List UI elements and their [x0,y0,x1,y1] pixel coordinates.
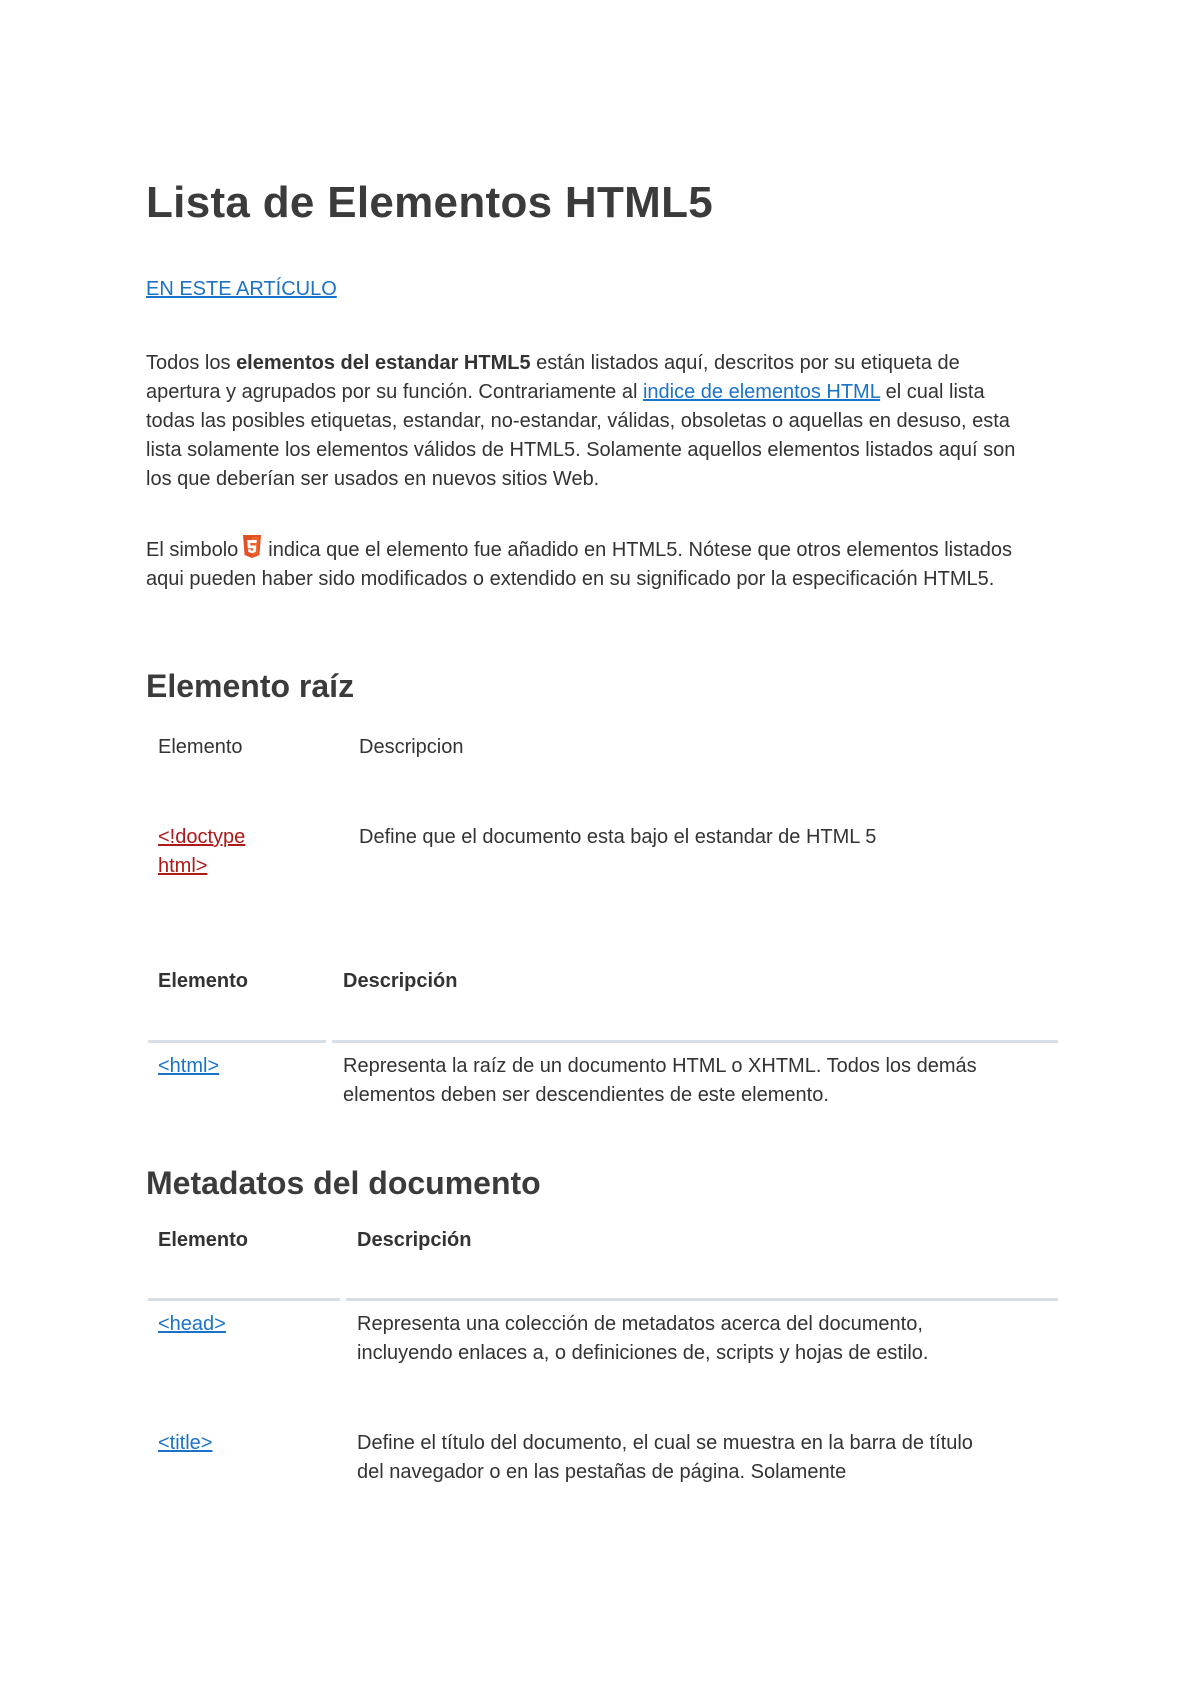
table3-header-description: Descripción [357,1229,472,1251]
table2-header-rule-left [148,1040,326,1043]
table3-header-rule-left [148,1298,340,1301]
table2-row-element [158,1052,219,1081]
toc-link[interactable]: EN ESTE ARTÍCULO [146,278,337,300]
table-row [158,1429,212,1458]
table2-header-rule-right [332,1040,1058,1043]
table2-row-description: Representa la raíz de un documento HTML o XHTML. Todos los demás elementos deben ser descendientes de este elemento. [343,1055,977,1106]
head-element-link[interactable]: <head> [158,1313,226,1335]
intro-paragraph [146,349,1026,494]
symbol-text-end: indica que el elemento fue añadido en HTML5. Nótese que otros elementos listados aqui pueden haber sido modificados o extendido en su significado por la especificación HTML5. [146,539,1013,590]
table1-row-description: Define que el documento esta bajo el estandar de HTML 5 [359,826,877,848]
table-row-description: Representa una colección de metadatos acerca del documento, incluyendo enlaces a, o definiciones de, scripts y hojas de estilo. [357,1313,929,1364]
section-heading-metadata: Metadatos del documento [146,1165,541,1201]
intro-text-start: Todos los [146,352,237,374]
table1-header-element: Elemento [158,736,243,758]
table2-header-element: Elemento [158,970,249,992]
table1-row-element [158,823,288,881]
intro-bold: elementos del estandar HTML5 [236,352,531,374]
page-title: Lista de Elementos HTML5 [146,178,714,227]
intro-text-end: el cual lista todas las posibles etiquetas, estandar, no-estandar, válidas, obsoletas o aquellas en desuso, esta lista solamente los elementos válidos de HTML5. Solamente aquellos elementos listados aquí son los que deberían ser usados en nuevos sitios Web. [146,381,1016,490]
doctype-link[interactable]: <!doctype html> [158,826,246,877]
html-element-link[interactable]: <html> [158,1055,220,1077]
section-heading-root: Elemento raíz [146,668,355,704]
table1-header-description: Descripcion [359,736,464,758]
table2-header-description: Descripción [343,970,458,992]
html5-icon [242,535,262,559]
table3-header-rule-right [346,1298,1058,1301]
title-element-link[interactable]: <title> [158,1432,213,1454]
table-row [158,1310,226,1339]
element-index-link[interactable]: indice de elementos HTML [642,381,881,403]
intro-text-mid: están listados aquí, descritos por su etiqueta de apertura y agrupados por su función. Contrariamente al [146,352,960,403]
symbol-text-start: El simbolo [146,539,239,561]
table-row-description: Define el título del documento, el cual se muestra en la barra de título del navegador o en las pestañas de página. Solamente [357,1432,973,1483]
table3-header-element: Elemento [158,1229,249,1251]
html5-symbol-paragraph [146,535,1026,594]
